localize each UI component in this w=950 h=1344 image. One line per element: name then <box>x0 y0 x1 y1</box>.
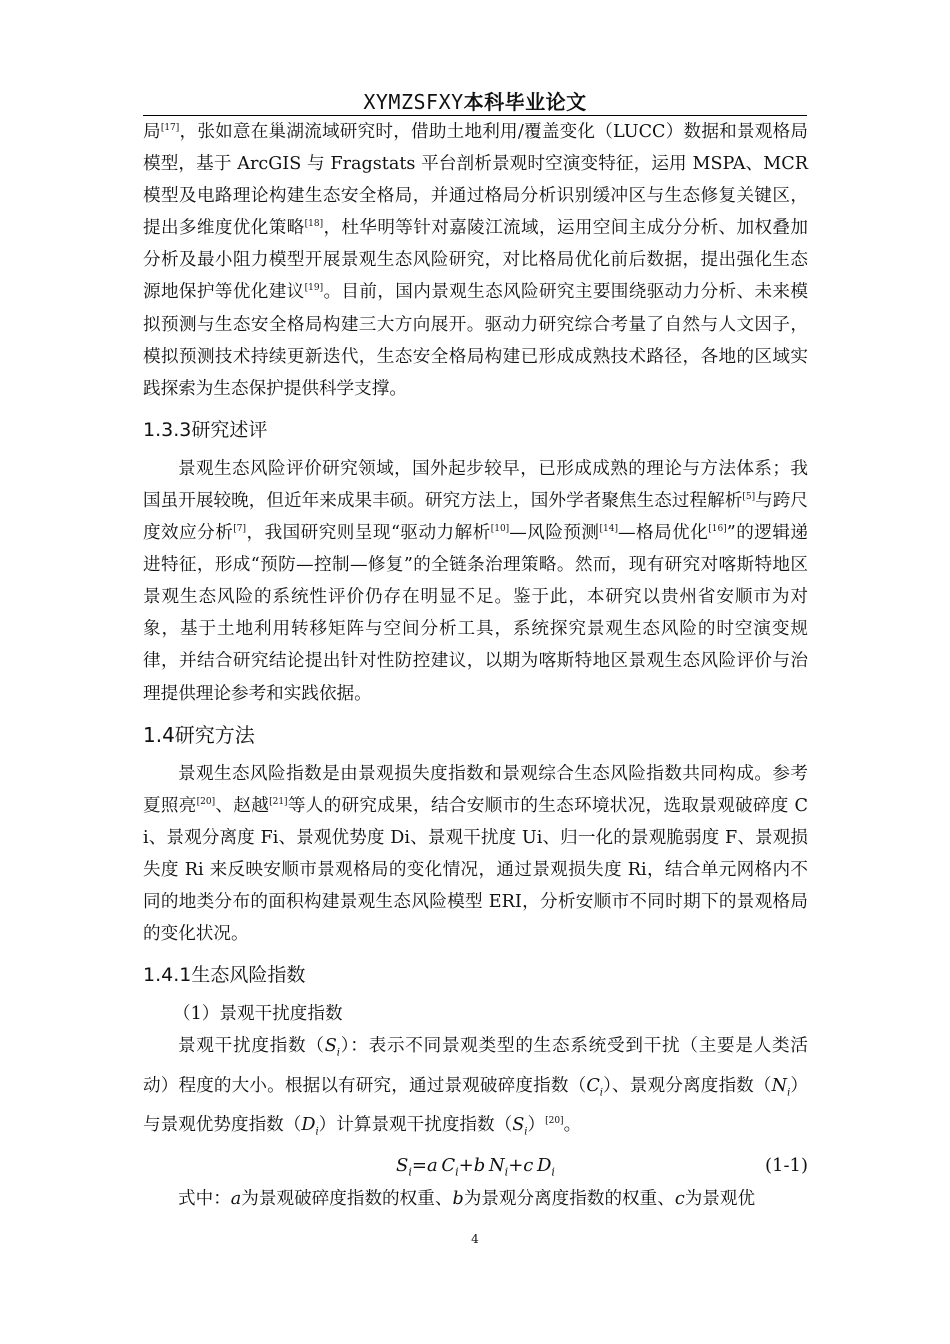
header-title-suffix: 本科毕业论文 <box>463 90 587 114</box>
citation-5[interactable]: [5] <box>742 492 756 503</box>
citation-18[interactable]: [18] <box>304 219 324 230</box>
paragraph-continued: 局[17]，张如意在巢湖流域研究时，借助土地利用/覆盖变化（LUCC）数据和景观格局模型，基于 ArcGIS 与 Fragstats 平台剖析景观时空演变特征，运用 MSPA、MCR 模型及电路理论构建生态安全格局，并通过格局分析识别缓冲区与生态修复关键区，提出多维度优化策略[18]，杜华明等针对嘉陵江流域，运用空间主成分分析、加权叠加分析及最小阻力模型开展景观生态风险研究，对比格局优化前后数据，提出强化生态源地保护等优化建议[19]。目前，国内景观生态风险研究主要围绕驱动力分析、未来模拟预测与生态安全格局构建三大方向展开。驱动力研究综合考量了自然与人文因子，模拟预测技术持续更新迭代，生态安全格局构建已形成成熟技术路径，各地的区域实践探索为生态保护提供科学支撑。 <box>143 122 808 399</box>
equation-number: (1-1) <box>764 1155 808 1177</box>
citation-19[interactable]: [19] <box>304 283 324 294</box>
page-number: 4 <box>471 1232 479 1246</box>
page-header <box>0 86 950 115</box>
paragraph-formula-explanation: 式中：a为景观破碎度指数的权重、b为景观分离度指数的权重、c为景观优 <box>178 1189 756 1210</box>
list-item-disturbance-index: （1）景观干扰度指数 <box>173 1004 343 1025</box>
page-body <box>143 116 808 1215</box>
equation-body: $S_i=a$ $C_i+b$ $N_i+c$ $D_i$ <box>396 1155 555 1179</box>
section-heading-1-4-1: 1.4.1生态风险指数 <box>143 964 306 987</box>
citation-14[interactable]: [14] <box>599 524 618 535</box>
citation-17[interactable]: [17] <box>160 123 180 134</box>
paragraph-research-method: 景观生态风险指数是由景观损失度指数和景观综合生态风险指数共同构成。参考夏照亮[20]、赵越[21]等人的研究成果，结合安顺市的生态环境状况，选取景观破碎度 Ci、景观分离度 Fi、景观优势度 Di、景观干扰度 Ui、归一化的景观脆弱度 F、景观损失度 Ri 来反映安顺市景观格局的变化情况，通过景观损失度 Ri，结合单元网格内不同的地类分布的面积构建景观生态风险模型 ERI，分析安顺市不同时期下的景观格局的变化状况。 <box>143 763 808 945</box>
section-heading-1-3-3: 1.3.3研究述评 <box>143 418 268 441</box>
paragraph-disturbance-index: 景观干扰度指数$(S_i)$：表示不同景观类型的生态系统受到干扰（主要是人类活动）程度的大小。根据以有研究，通过景观破碎度指数$(C_i)$、景观分离度指数$(N_i)$与景观优势度指数$(D_i)$计算景观干扰度指数$(S_i)[20]$。 <box>143 1036 808 1138</box>
section-heading-1-4: 1.4研究方法 <box>143 722 255 747</box>
citation-21[interactable]: [21] <box>269 796 288 807</box>
citation-16[interactable]: [16] <box>708 524 727 535</box>
header-title-prefix: XYMZSFXY <box>363 90 464 114</box>
citation-10[interactable]: [10] <box>490 524 510 535</box>
citation-20b[interactable]: [20] <box>545 1116 564 1127</box>
equation-1-1 <box>143 1149 808 1183</box>
citation-7[interactable]: [7] <box>233 524 247 535</box>
paragraph-research-review: 景观生态风险评价研究领域，国外起步较早，已形成成熟的理论与方法体系；我国虽开展较晚，但近年来成果丰硕。研究方法上，国外学者聚焦生态过程解析[5]与跨尺度效应分析[7]，我国研究则呈现“驱动力解析[10]—风险预测[14]—格局优化[16]”的逻辑递进特征，形成“预防—控制—修复”的全链条治理策略。然而，现有研究对喀斯特地区景观生态风险的系统性评价仍存在明显不足。鉴于此，本研究以贵州省安顺市为对象，基于土地利用转移矩阵与空间分析工具，系统探究景观生态风险的时空演变规律，并结合研究结论提出针对性防控建议，以期为喀斯特地区景观生态风险评价与治理提供理论参考和实践依据。 <box>143 458 808 704</box>
citation-20[interactable]: [20] <box>196 796 216 807</box>
